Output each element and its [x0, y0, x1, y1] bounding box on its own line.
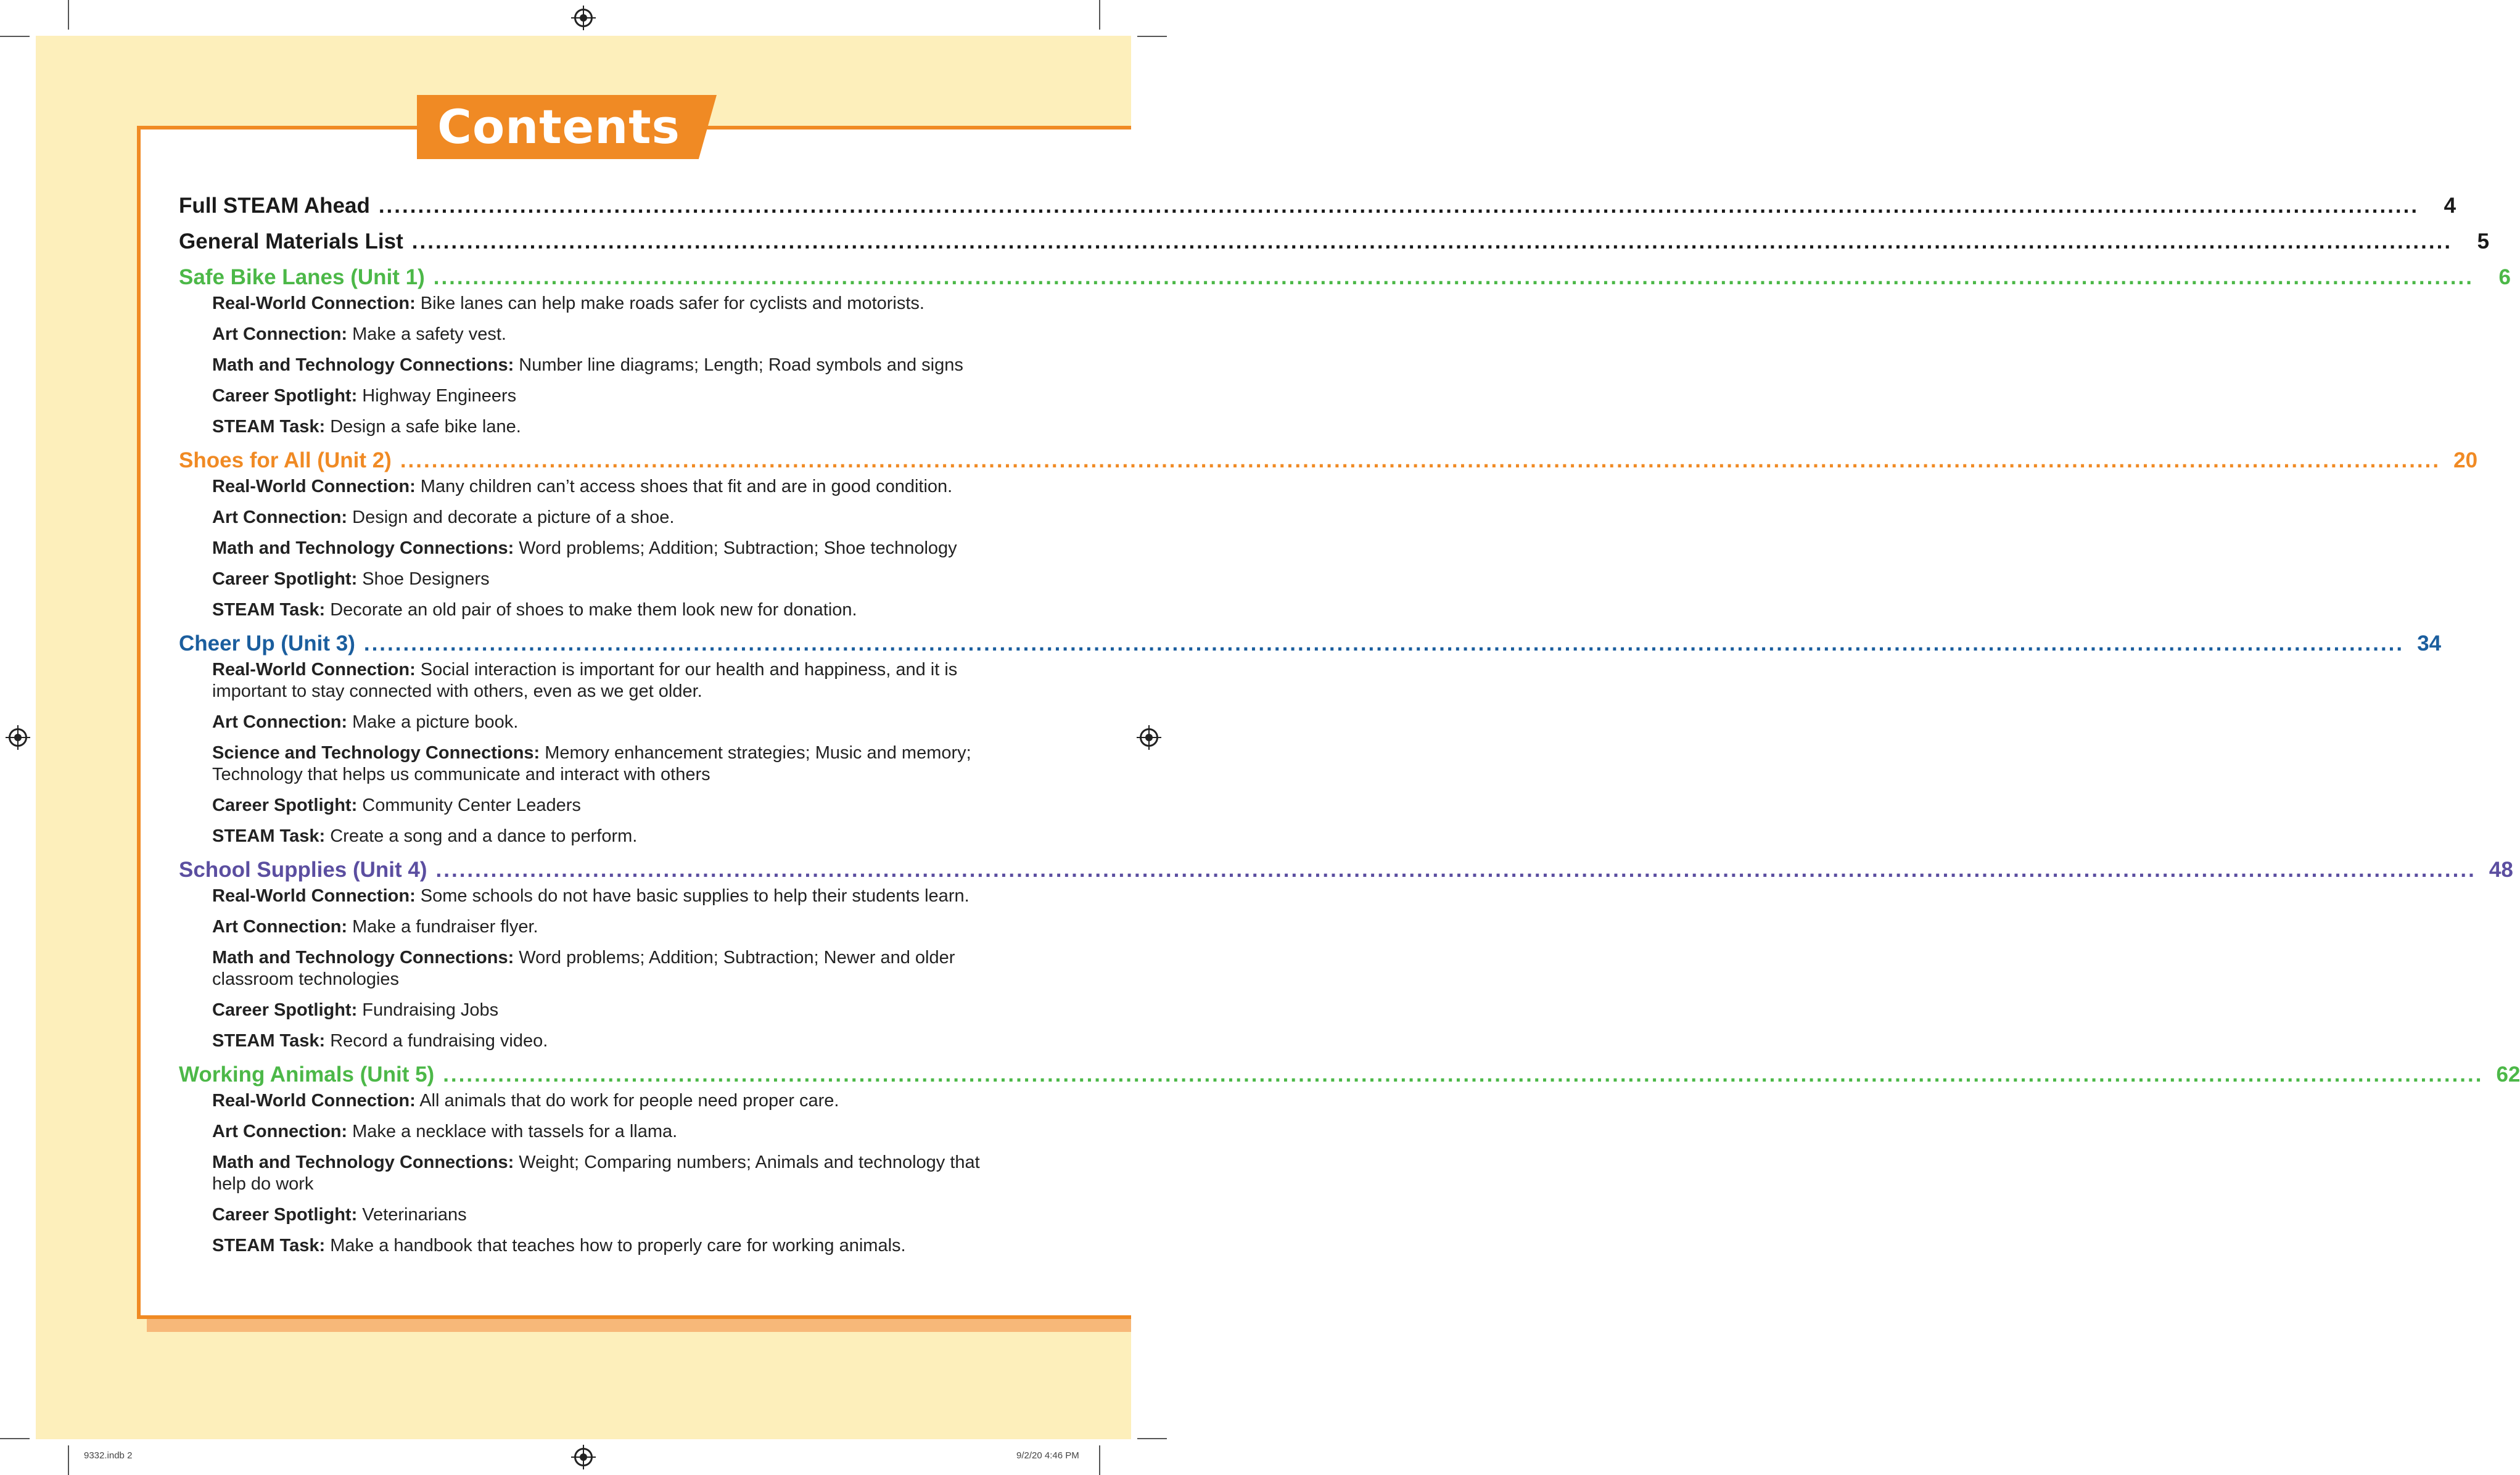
unit-detail-label: Art Connection:: [212, 507, 348, 527]
toc-entry[interactable]: [179, 228, 2490, 255]
unit-detail-item: [212, 1030, 995, 1052]
toc-entry-title: Full STEAM Ahead: [179, 194, 370, 218]
dot-leader: ....................................................................................................................................................................................................................................................................: [435, 858, 2476, 882]
unit-detail-item: [212, 1090, 995, 1112]
toc-page-number: 6: [2498, 265, 2511, 289]
unit-detail-label: Real-World Connection:: [212, 294, 416, 313]
registration-mark-icon: [1140, 728, 1158, 747]
unit-detail-item: [212, 355, 995, 376]
unit-detail-text: Create a song and a dance to perform.: [325, 826, 638, 846]
crop-mark: [1099, 0, 1100, 30]
dot-leader: ....................................................................................................................................................................................................................................................................: [363, 631, 2405, 655]
crop-mark: [1099, 1445, 1100, 1475]
unit-detail-text: Community Center Leaders: [357, 795, 581, 815]
unit-detail-item: [212, 476, 995, 498]
unit-detail-item: [212, 659, 995, 702]
toc-page-number: 20: [2453, 448, 2478, 472]
dot-leader: ....................................................................................................................................................................................................................................................................: [400, 448, 2441, 472]
unit-detail-text: Fundraising Jobs: [357, 1000, 499, 1020]
page-title: Contents: [437, 99, 680, 154]
unit-detail-text: Veterinarians: [357, 1205, 467, 1225]
unit-detail-text: Many children can’t access shoes that fit and are in good condition.: [415, 477, 953, 496]
toc-page-number: 5: [2477, 229, 2490, 253]
panel-shadow: [147, 1318, 1131, 1332]
unit-detail-item: [212, 507, 995, 528]
unit-detail-text: Memory enhancement strategies; Music and memory; Technology that helps us communicate and interact with others: [212, 743, 971, 784]
dot-leader: ....................................................................................................................................................................................................................................................................: [433, 265, 2474, 289]
unit-heading[interactable]: [179, 264, 2511, 290]
unit-detail-label: Career Spotlight:: [212, 795, 358, 815]
unit-detail-item: [212, 1204, 995, 1226]
unit-detail-label: Career Spotlight:: [212, 1000, 358, 1020]
crop-mark: [1137, 36, 1167, 37]
unit-detail-text: Weight; Comparing numbers; Animals and technology that help do work: [212, 1152, 980, 1194]
toc-entry-title: General Materials List: [179, 229, 403, 253]
unit-detail-item: [212, 324, 995, 345]
unit-detail-text: Shoe Designers: [357, 569, 490, 589]
unit-detail-label: Art Connection:: [212, 712, 348, 732]
unit-detail-text: Number line diagrams; Length; Road symbols and signs: [514, 355, 963, 375]
unit-detail-item: [212, 385, 995, 407]
unit-detail-label: Art Connection:: [212, 917, 348, 937]
unit-detail-text: Make a handbook that teaches how to properly care for working animals.: [325, 1236, 906, 1255]
unit-detail-item: [212, 1121, 995, 1143]
unit-detail-label: STEAM Task:: [212, 1031, 326, 1051]
unit-detail-label: Science and Technology Connections:: [212, 743, 540, 763]
unit-detail-text: Highway Engineers: [357, 386, 517, 406]
crop-mark: [0, 1438, 30, 1439]
unit-detail-item: [212, 293, 995, 314]
unit-detail-text: All animals that do work for people need proper care.: [415, 1091, 839, 1111]
registration-mark-icon: [9, 728, 27, 747]
unit-detail-item: [212, 885, 995, 907]
unit-detail-label: Career Spotlight:: [212, 569, 358, 589]
unit-detail-text: Make a necklace with tassels for a llama.: [347, 1122, 678, 1141]
registration-mark-icon: [574, 9, 593, 27]
unit-detail-text: Bike lanes can help make roads safer for cyclists and motorists.: [415, 294, 924, 313]
unit-detail-item: [212, 569, 995, 590]
toc-page-number: 48: [2489, 858, 2513, 882]
unit-detail-label: Math and Technology Connections:: [212, 538, 514, 558]
unit-heading[interactable]: [179, 630, 2442, 657]
toc-entry-title: Cheer Up (Unit 3): [179, 631, 355, 655]
unit-heading[interactable]: [179, 1061, 2520, 1088]
unit-detail-label: STEAM Task:: [212, 826, 326, 846]
unit-detail-item: [212, 599, 995, 621]
unit-detail-text: Social interaction is important for our health and happiness, and it is important to stay connected with others, even as we get older.: [212, 660, 958, 701]
unit-detail-text: Design a safe bike lane.: [325, 417, 521, 437]
toc-page-number: 34: [2417, 631, 2442, 655]
unit-detail-text: Make a safety vest.: [347, 324, 506, 344]
dot-leader: ....................................................................................................................................................................................................................................................................: [411, 229, 2453, 253]
unit-detail-label: STEAM Task:: [212, 1236, 326, 1255]
toc-entry-title: Working Animals (Unit 5): [179, 1062, 435, 1087]
toc-page-number: 62: [2496, 1062, 2520, 1087]
toc-entry-title: School Supplies (Unit 4): [179, 858, 427, 882]
unit-detail-label: Math and Technology Connections:: [212, 948, 514, 968]
unit-heading[interactable]: [179, 857, 2513, 883]
unit-detail-text: Word problems; Addition; Subtraction; Newer and older classroom technologies: [212, 948, 955, 989]
unit-detail-label: Career Spotlight:: [212, 386, 358, 406]
unit-detail-item: [212, 795, 995, 816]
unit-detail-text: Some schools do not have basic supplies to help their students learn.: [415, 886, 970, 906]
crop-mark: [0, 36, 30, 37]
unit-detail-item: [212, 538, 995, 559]
unit-detail-item: [212, 1000, 995, 1021]
unit-detail-item: [212, 916, 995, 938]
unit-detail-item: [212, 742, 995, 786]
footer-slug-right: 9/2/20 4:46 PM: [1016, 1450, 1079, 1461]
unit-detail-text: Make a fundraiser flyer.: [347, 917, 538, 937]
unit-detail-label: Real-World Connection:: [212, 660, 416, 680]
unit-detail-text: Record a fundraising video.: [325, 1031, 548, 1051]
footer-slug-left: 9332.indb 2: [84, 1450, 133, 1461]
registration-mark-icon: [574, 1448, 593, 1466]
toc-entry-title: Shoes for All (Unit 2): [179, 448, 392, 472]
unit-detail-item: [212, 1152, 995, 1195]
unit-detail-label: STEAM Task:: [212, 417, 326, 437]
unit-detail-label: Art Connection:: [212, 1122, 348, 1141]
crop-mark: [1137, 1438, 1167, 1439]
dot-leader: ....................................................................................................................................................................................................................................................................: [443, 1062, 2484, 1087]
crop-mark: [68, 0, 69, 30]
crop-mark: [68, 1445, 69, 1475]
toc-entry-title: Safe Bike Lanes (Unit 1): [179, 265, 425, 289]
table-of-contents: [179, 192, 2520, 1257]
unit-detail-item: [212, 712, 995, 733]
unit-detail-item: [212, 416, 995, 438]
unit-detail-item: [212, 1235, 995, 1257]
unit-detail-label: Real-World Connection:: [212, 886, 416, 906]
dot-leader: ....................................................................................................................................................................................................................................................................: [378, 194, 2419, 218]
unit-detail-label: Art Connection:: [212, 324, 348, 344]
unit-detail-label: Math and Technology Connections:: [212, 355, 514, 375]
unit-detail-label: Career Spotlight:: [212, 1205, 358, 1225]
toc-entry[interactable]: [179, 192, 2456, 219]
unit-detail-text: Design and decorate a picture of a shoe.: [347, 507, 675, 527]
unit-detail-label: Math and Technology Connections:: [212, 1152, 514, 1172]
unit-detail-label: Real-World Connection:: [212, 477, 416, 496]
unit-detail-item: [212, 947, 995, 990]
unit-detail-label: STEAM Task:: [212, 600, 326, 620]
toc-page-number: 4: [2444, 194, 2456, 218]
unit-detail-text: Word problems; Addition; Subtraction; Shoe technology: [514, 538, 957, 558]
unit-detail-item: [212, 826, 995, 847]
unit-heading[interactable]: [179, 447, 2478, 474]
unit-detail-text: Make a picture book.: [347, 712, 519, 732]
unit-detail-text: Decorate an old pair of shoes to make them look new for donation.: [325, 600, 857, 620]
unit-detail-label: Real-World Connection:: [212, 1091, 416, 1111]
